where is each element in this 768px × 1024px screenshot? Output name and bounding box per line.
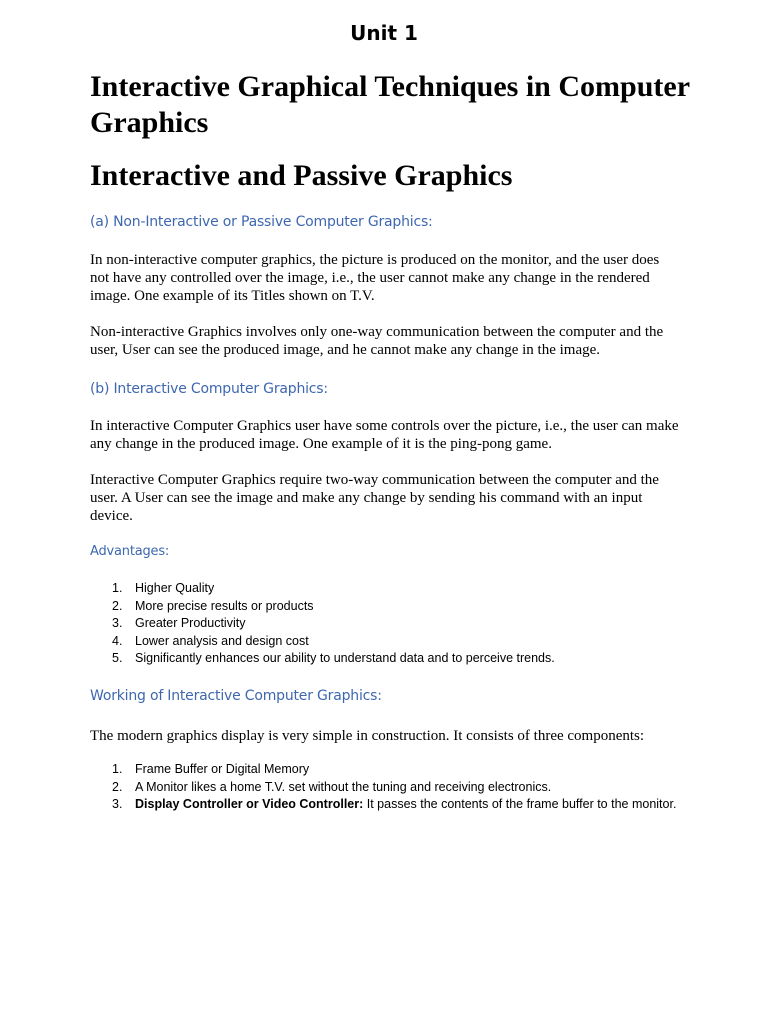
list-number: 2.	[112, 779, 123, 794]
passive-heading: (a) Non-Interactive or Passive Computer Graphics:	[90, 214, 433, 230]
interactive-paragraph-1: In interactive Computer Graphics user have some controls over the picture, i.e., the user can make any change in the produced image. One example of it is the ping-pong game.	[90, 418, 679, 452]
section-heading: Interactive and Passive Graphics	[90, 159, 513, 192]
list-item	[90, 633, 710, 651]
list-item	[90, 796, 710, 814]
list-text: Higher Quality	[135, 581, 215, 595]
list-item	[90, 615, 710, 633]
list-number: 4.	[112, 633, 123, 648]
passive-paragraph-1: In non-interactive computer graphics, the picture is produced on the monitor, and the user does not have any controlled over the image, i.e., the user cannot make any change in the rendered image. One example of its Titles shown on T.V.	[90, 252, 660, 304]
working-heading: Working of Interactive Computer Graphics:	[90, 688, 382, 704]
list-item	[90, 580, 710, 598]
passive-paragraph-2: Non-interactive Graphics involves only one-way communication between the computer and the user, User can see the produced image, and he cannot make any change in the image.	[90, 324, 664, 358]
components-list	[90, 761, 710, 814]
list-item	[90, 650, 710, 668]
list-number: 3.	[112, 797, 123, 811]
list-text: Significantly enhances our ability to understand data and to perceive trends.	[135, 651, 555, 665]
list-text: More precise results or products	[135, 598, 314, 613]
list-text: A Monitor likes a home T.V. set without the tuning and receiving electronics.	[135, 779, 552, 794]
list-text: Frame Buffer or Digital Memory	[135, 762, 310, 776]
list-number: 2.	[112, 598, 123, 613]
unit-title: Unit 1	[350, 21, 418, 45]
list-number: 3.	[112, 616, 123, 630]
interactive-heading: (b) Interactive Computer Graphics:	[90, 381, 328, 397]
interactive-paragraph-2: Interactive Computer Graphics require two-way communication between the computer and the user. A User can see the image and make any change by sending his command with an input device.	[90, 472, 659, 524]
list-text: It passes the contents of the frame buffer to the monitor.	[363, 797, 677, 811]
main-heading: Interactive Graphical Techniques in Computer Graphics	[90, 70, 690, 139]
list-number: 1.	[112, 762, 123, 776]
list-item	[90, 598, 710, 616]
list-number: 1.	[112, 581, 123, 595]
advantages-heading: Advantages:	[90, 544, 170, 559]
list-bold-text: Display Controller or Video Controller:	[135, 797, 364, 811]
list-item	[90, 779, 710, 797]
working-intro: The modern graphics display is very simple in construction. It consists of three components:	[90, 728, 645, 744]
list-text: Lower analysis and design cost	[135, 633, 309, 648]
list-item	[90, 761, 710, 779]
advantages-list	[90, 580, 710, 668]
list-text: Greater Productivity	[135, 616, 246, 630]
list-number: 5.	[112, 651, 123, 665]
